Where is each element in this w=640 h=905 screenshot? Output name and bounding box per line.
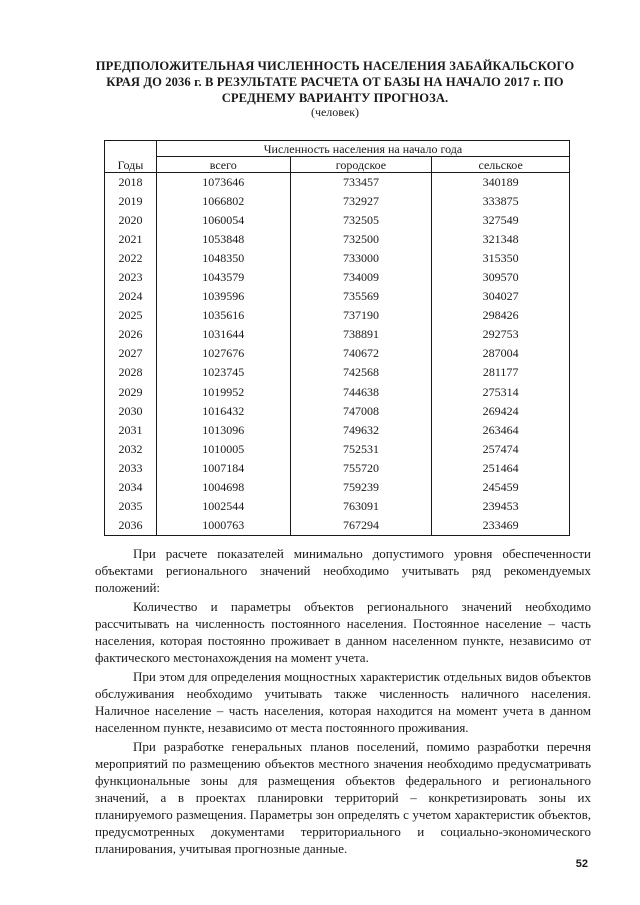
- header-group: Численность населения на начало года: [156, 141, 569, 157]
- cell-rural: 340189: [432, 173, 570, 193]
- cell-year: 2032: [105, 440, 157, 459]
- table-row: [105, 459, 570, 478]
- cell-year: 2021: [105, 230, 157, 249]
- cell-year: 2023: [105, 268, 157, 287]
- cell-year: 2030: [105, 402, 157, 421]
- cell-urban: 749632: [290, 421, 432, 440]
- cell-total: 1066802: [156, 192, 290, 211]
- cell-total: 1039596: [156, 287, 290, 306]
- cell-rural: 245459: [432, 478, 570, 497]
- cell-total: 1060054: [156, 211, 290, 230]
- cell-year: 2028: [105, 363, 157, 382]
- cell-total: 1053848: [156, 230, 290, 249]
- cell-rural: 233469: [432, 516, 570, 536]
- cell-total: 1002544: [156, 497, 290, 516]
- cell-urban: 733000: [290, 249, 432, 268]
- paragraph: При расчете показателей минимально допустимого уровня обеспеченности объектами регионального значений необходимо учитывать ряд рекомендуемых положений:: [95, 546, 591, 596]
- body-text: [95, 545, 591, 857]
- cell-total: 1004698: [156, 478, 290, 497]
- cell-total: 1007184: [156, 459, 290, 478]
- cell-year: 2035: [105, 497, 157, 516]
- cell-year: 2022: [105, 249, 157, 268]
- cell-urban: 744638: [290, 383, 432, 402]
- cell-rural: 257474: [432, 440, 570, 459]
- cell-year: 2034: [105, 478, 157, 497]
- cell-total: 1016432: [156, 402, 290, 421]
- cell-urban: 734009: [290, 268, 432, 287]
- cell-urban: 747008: [290, 402, 432, 421]
- cell-total: 1043579: [156, 268, 290, 287]
- cell-rural: 315350: [432, 249, 570, 268]
- cell-total: 1013096: [156, 421, 290, 440]
- cell-urban: 737190: [290, 306, 432, 325]
- table-row: [105, 287, 570, 306]
- cell-rural: 292753: [432, 325, 570, 344]
- header-years: Годы: [105, 141, 157, 173]
- cell-total: 1019952: [156, 383, 290, 402]
- cell-urban: 740672: [290, 344, 432, 363]
- cell-year: 2025: [105, 306, 157, 325]
- cell-year: 2027: [105, 344, 157, 363]
- cell-rural: 251464: [432, 459, 570, 478]
- document-title: ПРЕДПОЛОЖИТЕЛЬНАЯ ЧИСЛЕННОСТЬ НАСЕЛЕНИЯ ЗАБАЙКАЛЬСКОГО КРАЯ ДО 2036 г. В РЕЗУЛЬТАТЕ РАСЧЕТА ОТ БАЗЫ НА НАЧАЛО 2017 г. ПО СРЕДНЕМУ ВАРИАНТУ ПРОГНОЗА.: [95, 59, 575, 105]
- table-row: [105, 421, 570, 440]
- paragraph: При разработке генеральных планов поселений, помимо разработки перечня мероприятий по размещению объектов местного значения необходимо предусматривать функциональные зоны для размещения объектов федерального и регионального значений, а в проектах планировки территорий – конкретизировать зоны их планируемого размещения. Параметры зон определять с учетом характеристик объектов, предусмотренных документами территориального и социально-экономического планирования, учитывая прогнозные данные.: [95, 738, 591, 857]
- cell-urban: 742568: [290, 363, 432, 382]
- cell-urban: 735569: [290, 287, 432, 306]
- table-row: [105, 363, 570, 382]
- table-row: [105, 478, 570, 497]
- cell-rural: 321348: [432, 230, 570, 249]
- cell-urban: 767294: [290, 516, 432, 536]
- header-urban: городское: [290, 157, 432, 173]
- cell-rural: 304027: [432, 287, 570, 306]
- cell-total: 1048350: [156, 249, 290, 268]
- cell-total: 1027676: [156, 344, 290, 363]
- table-row: [105, 173, 570, 193]
- cell-rural: 275314: [432, 383, 570, 402]
- cell-total: 1000763: [156, 516, 290, 536]
- cell-year: 2018: [105, 173, 157, 193]
- cell-year: 2033: [105, 459, 157, 478]
- paragraph: Количество и параметры объектов регионального значений необходимо рассчитывать на численность постоянного населения. Постоянное население – часть населения, которая постоянно проживает в данном населенном пункте, независимо от фактического местонахождения на момент учета.: [95, 598, 591, 666]
- cell-urban: 732505: [290, 211, 432, 230]
- table-row: [105, 192, 570, 211]
- cell-rural: 333875: [432, 192, 570, 211]
- unit-label: (человек): [310, 105, 360, 119]
- cell-year: 2020: [105, 211, 157, 230]
- table-row: [105, 516, 570, 536]
- cell-year: 2036: [105, 516, 157, 536]
- cell-rural: 309570: [432, 268, 570, 287]
- table-body: [105, 173, 570, 536]
- cell-urban: 759239: [290, 478, 432, 497]
- cell-year: 2029: [105, 383, 157, 402]
- cell-rural: 281177: [432, 363, 570, 382]
- cell-urban: 755720: [290, 459, 432, 478]
- cell-rural: 287004: [432, 344, 570, 363]
- cell-year: 2031: [105, 421, 157, 440]
- cell-urban: 752531: [290, 440, 432, 459]
- table-row: [105, 325, 570, 344]
- cell-total: 1031644: [156, 325, 290, 344]
- table-row: [105, 268, 570, 287]
- table-row: [105, 230, 570, 249]
- cell-urban: 732927: [290, 192, 432, 211]
- cell-rural: 263464: [432, 421, 570, 440]
- table-row: [105, 383, 570, 402]
- cell-urban: 732500: [290, 230, 432, 249]
- table-row: [105, 344, 570, 363]
- table-row: [105, 211, 570, 230]
- table-row: [105, 402, 570, 421]
- cell-urban: 738891: [290, 325, 432, 344]
- cell-year: 2024: [105, 287, 157, 306]
- paragraph: При этом для определения мощностных характеристик отдельных видов объектов обслуживания необходимо учитывать также численность наличного населения. Наличное население – часть населения, которая находится на момент учета в данном населенном пункте, независимо от места постоянного проживания.: [95, 668, 591, 735]
- page-number: 52: [575, 858, 588, 870]
- cell-total: 1073646: [156, 173, 290, 193]
- cell-urban: 763091: [290, 497, 432, 516]
- table-row: [105, 249, 570, 268]
- header-rural: сельское: [432, 157, 570, 173]
- header-total: всего: [156, 157, 290, 173]
- table-row: [105, 440, 570, 459]
- cell-total: 1010005: [156, 440, 290, 459]
- table-row: [105, 497, 570, 516]
- cell-year: 2026: [105, 325, 157, 344]
- cell-total: 1035616: [156, 306, 290, 325]
- cell-urban: 733457: [290, 173, 432, 193]
- table-row: [105, 306, 570, 325]
- cell-total: 1023745: [156, 363, 290, 382]
- cell-rural: 298426: [432, 306, 570, 325]
- cell-rural: 239453: [432, 497, 570, 516]
- population-table: [104, 140, 570, 536]
- cell-year: 2019: [105, 192, 157, 211]
- cell-rural: 327549: [432, 211, 570, 230]
- cell-rural: 269424: [432, 402, 570, 421]
